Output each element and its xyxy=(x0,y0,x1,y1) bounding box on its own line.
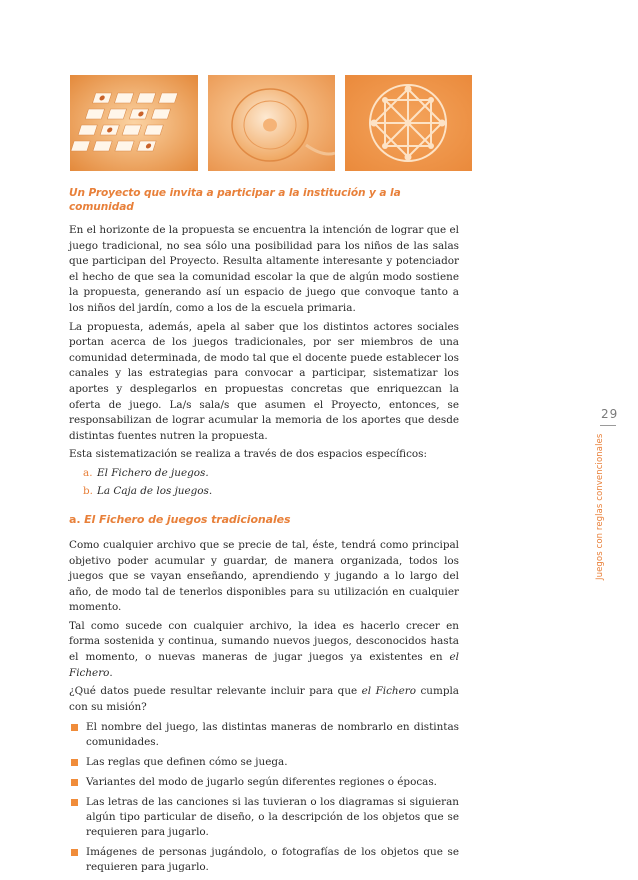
text-run: ¿Qué datos puede resultar relevante incluir para que xyxy=(69,685,362,698)
section-title-proyecto: Un Proyecto que invita a participar a la institución y a la comunidad xyxy=(69,187,401,213)
section-title-text: El Fichero de juegos tradicionales xyxy=(84,512,291,526)
paragraph: En el horizonte de la propuesta se encuentra la intención de lograr que el juego tradicional, no sea sólo una posibilidad para los niños de las salas que participan del Proyecto. Resulta altamente interesante y potenciador el hecho de que sea la comunidad escolar la que de algún modo sostiene la propuesta, generando así un espacio de juego que convoque tanto a los niños del jardín, como a los de la escuela primaria. xyxy=(69,224,459,314)
page-number-rule xyxy=(600,425,616,426)
section-mark: a. xyxy=(69,512,81,526)
bullet-item xyxy=(69,845,459,875)
game-board-photo xyxy=(70,75,198,171)
lettered-list xyxy=(69,466,459,499)
bullet-text: Imágenes de personas jugándolo, o fotografías de los objetos que se requieren para jugarlo. xyxy=(86,846,459,874)
square-bullet-icon xyxy=(71,799,78,806)
section-title-fichero xyxy=(69,513,459,527)
bullet-item xyxy=(69,775,459,790)
bullet-text: Las reglas que definen cómo se juega. xyxy=(86,756,288,769)
yoyo-photo xyxy=(208,75,335,171)
list-item xyxy=(83,466,459,481)
page-number: 29 xyxy=(601,407,619,421)
square-bullet-icon xyxy=(71,724,78,731)
emphasis: el Fichero xyxy=(69,651,459,679)
bullet-text: Las letras de las canciones si las tuvieran o los diagramas si siguieran algún tipo particular de diseño, o la descripción de los objetos que se requieren para jugarlo. xyxy=(86,796,459,839)
bullet-text: El nombre del juego, las distintas maneras de nombrarlo en distintas comunidades. xyxy=(86,721,459,749)
list-item xyxy=(83,484,459,499)
running-head: Juegos con reglas convencionales xyxy=(595,433,605,580)
paragraph: Como cualquier archivo que se precie de tal, éste, tendrá como principal objetivo poder acumular y guardar, de manera organizada, todos los juegos que se vayan enseñando, aprendiendo y jugando a lo largo del año, de modo tal de tenerlos disponibles para su utilización en cualquier momento. xyxy=(69,538,459,614)
bullet-item xyxy=(69,720,459,750)
list-text: El Fichero de juegos. xyxy=(97,466,209,479)
list-label: b. xyxy=(83,484,93,497)
bullet-item xyxy=(69,795,459,840)
drawn-game-diagram-photo xyxy=(345,75,472,171)
paragraph xyxy=(69,619,459,681)
paragraph: La propuesta, además, apela al saber que los distintos actores sociales portan acerca de los juegos tradicionales, por ser miembros de una comunidad determinada, de modo tal que el docente puede establecer los canales y las estrategias para convocar a participar, sistematizar los aportes y desplegarlos en propuestas concretas que enriquezcan la oferta de juego. La/s sala/s que asumen el Proyecto, entonces, se responsabilizan de lograr acumular la memoria de los aportes que desde distintas fuentes nutren la propuesta. xyxy=(69,320,459,442)
emphasis: el Fichero xyxy=(361,685,416,698)
square-bullet-icon xyxy=(71,779,78,786)
paragraph: Esta sistematización se realiza a través de dos espacios específicos: xyxy=(69,448,427,461)
list-text: La Caja de los juegos. xyxy=(97,484,213,497)
main-content xyxy=(69,186,459,880)
question-paragraph xyxy=(69,684,459,715)
text-run: . xyxy=(109,666,113,679)
text-run: Tal como sucede con cualquier archivo, la idea es hacerlo crecer en forma sostenida y continua, sumando nuevos juegos, desconocidos hasta el momento, o nuevas maneras de jugar juegos ya existentes en xyxy=(69,619,459,664)
text-run: cumpla con su misión? xyxy=(69,685,459,713)
square-bullet-icon xyxy=(71,759,78,766)
bullet-list xyxy=(69,720,459,875)
square-bullet-icon xyxy=(71,849,78,856)
bullet-item xyxy=(69,755,459,770)
list-label: a. xyxy=(83,466,93,479)
bullet-text: Variantes del modo de jugarlo según diferentes regiones o épocas. xyxy=(86,776,437,789)
